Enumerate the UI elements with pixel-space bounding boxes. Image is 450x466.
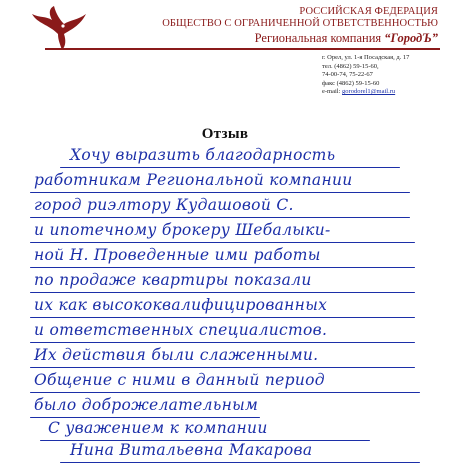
handwritten-line: их как высококвалифицированных [34, 296, 328, 314]
contact-phone-extra: 74-00-74, 75-22-67 [322, 71, 373, 79]
underline [30, 192, 410, 193]
handwritten-line: ной Н. Проведенные ими работы [34, 246, 321, 264]
handwritten-line: С уважением к компании [48, 419, 268, 437]
underline [30, 217, 410, 218]
underline [30, 392, 420, 393]
handwritten-line: Их действия были слаженными. [34, 346, 319, 364]
underline [30, 267, 415, 268]
company-brand: “ГородЪ” [384, 31, 438, 45]
contact-address: г. Орел, ул. 1-я Посадская, д. 17 [322, 54, 410, 61]
underline [60, 167, 400, 168]
handwritten-line: и ответственных специалистов. [34, 321, 328, 339]
contact-phone: тел. (4862) 59-15-60, [322, 62, 379, 70]
signature-line: Нина Витальевна Макарова [70, 441, 313, 459]
contact-fax: факс (4862) 59-15-60 [322, 79, 380, 87]
handwritten-line: Общение с ними в данный период [34, 371, 325, 389]
handwritten-line: город риэлтору Кудашовой С. [34, 196, 294, 214]
handwritten-line: по продаже квартиры показали [34, 271, 312, 289]
handwritten-line: и ипотечному брокеру Шебалыки- [34, 221, 331, 239]
handwritten-line: было доброжелательным [34, 396, 259, 414]
underline [30, 342, 415, 343]
contact-email-link[interactable]: gorodorel1@mail.ru [342, 88, 396, 96]
underline [60, 462, 420, 463]
underline [30, 242, 415, 243]
underline [30, 292, 415, 293]
handwritten-line: Хочу выразить благодарность [70, 146, 336, 164]
underline [30, 317, 415, 318]
company-prefix: Региональная компания [254, 31, 385, 45]
letterhead-country: РОССИЙСКАЯ ФЕДЕРАЦИЯ [299, 6, 438, 17]
contact-email-label: e-mail: [322, 88, 343, 96]
letterhead-company-type: ОБЩЕСТВО С ОГРАНИЧЕННОЙ ОТВЕТСТВЕННОСТЬЮ [162, 18, 438, 29]
underline [30, 367, 415, 368]
page-title: Отзыв [201, 126, 249, 142]
handwritten-line: работникам Региональной компании [34, 171, 353, 189]
